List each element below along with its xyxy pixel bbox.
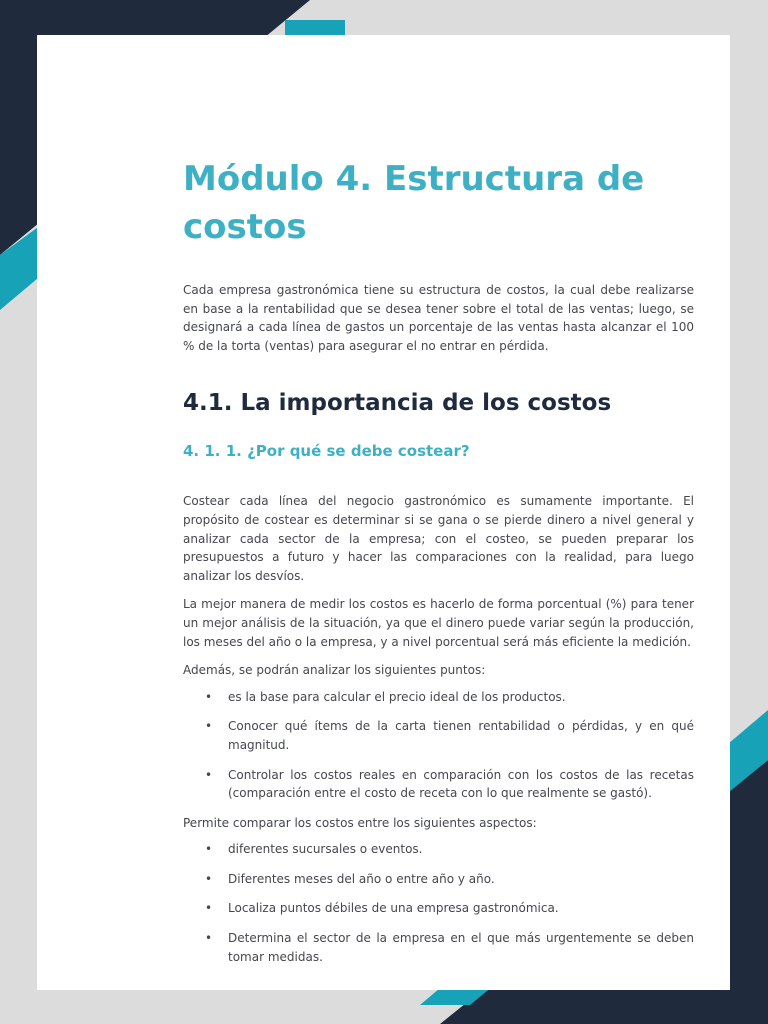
- list-item: • Determina el sector de la empresa en el que más urgentemente se deben tomar medidas.: [205, 931, 694, 964]
- bullet-icon: •: [205, 842, 213, 857]
- list-item: • diferentes sucursales o eventos.: [183, 840, 694, 859]
- list-item: • es la base para calcular el precio ideal de los productos.: [183, 688, 694, 707]
- bullet-icon: •: [205, 901, 213, 916]
- bullet-icon: •: [205, 767, 213, 782]
- paragraph: Permite comparar los costos entre los siguientes aspectos:: [183, 815, 537, 830]
- section-heading: 4.1. La importancia de los costos: [183, 390, 612, 417]
- bullet-icon: •: [205, 689, 213, 704]
- intro-paragraph: Cada empresa gastronómica tiene su estructura de costos, la cual debe realizarse en base a la rentabilidad que se desea tener sobre el total de las ventas; luego, se designará a cada línea de gastos un porcentaje de las ventas hasta alcanzar el 100 % de la torta (ventas) para asegurar el no entrar en pérdida.: [183, 283, 694, 353]
- bullet-icon: •: [205, 719, 213, 734]
- subsection-heading: 4. 1. 1. ¿Por qué se debe costear?: [183, 442, 470, 461]
- paragraph: Además, se podrán analizar los siguientes puntos:: [183, 663, 486, 678]
- list-item: • Controlar los costos reales en comparación con los costos de las recetas (comparación entre el costo de receta con lo que realmente se gastó).: [205, 767, 694, 801]
- list-item: • Diferentes meses del año o entre año y año.: [183, 870, 694, 889]
- bullet-icon: •: [205, 871, 213, 886]
- bullet-icon: •: [205, 931, 213, 946]
- bullet-list-analysis-points: [183, 688, 694, 803]
- page-title: Módulo 4. Estructura de costos: [183, 159, 645, 247]
- paragraph: Costear cada línea del negocio gastronómico es sumamente importante. El propósito de costear es determinar si se gana o se pierde dinero a nivel general y analizar cada sector de la empresa; con el costeo, se pueden preparar los presupuestos a futuro y hacer las comparaciones con la realidad, para luego analizar los desvíos.: [183, 494, 694, 583]
- bullet-list-comparison-aspects: [183, 840, 694, 966]
- paragraph: La mejor manera de medir los costos es hacerlo de forma porcentual (%) para tener un mejor análisis de la situación, ya que el dinero puede variar según la producción, los meses del año o la empresa, y a nivel porcentual será más eficiente la medición.: [183, 597, 694, 649]
- document-page: [37, 35, 730, 990]
- list-item: • Localiza puntos débiles de una empresa gastronómica.: [183, 899, 694, 918]
- list-item: • Conocer qué ítems de la carta tienen rentabilidad o pérdidas, y en qué magnitud.: [205, 719, 694, 752]
